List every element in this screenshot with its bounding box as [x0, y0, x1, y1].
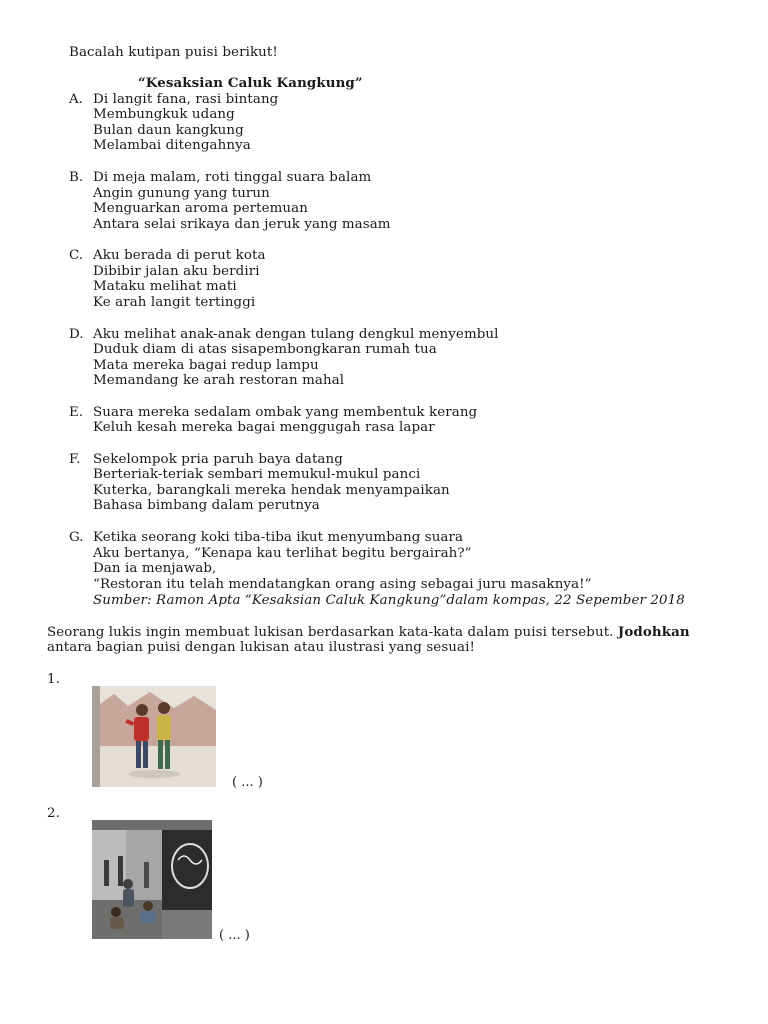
illustration-restaurant-children — [92, 820, 212, 939]
poem-line: Duduk diam di atas sisapembongkaran rumah tua — [93, 342, 437, 357]
poem-line: Dibibir jalan aku berdiri — [93, 264, 260, 279]
poem-line: Mataku melihat mati — [93, 279, 237, 294]
poem-line: Ketika seorang koki tiba-tiba ikut menyumbang suara — [93, 530, 464, 545]
stanza-marker: A. — [69, 92, 83, 107]
poem-line: Memandang ke arah restoran mahal — [93, 373, 345, 388]
poem-line: Ke arah langit tertinggi — [93, 295, 256, 310]
answer-slot-2[interactable]: ( ... ) — [219, 928, 250, 943]
poem-line: Melambai ditengahnya — [93, 138, 251, 153]
illustration-restaurant-children-svg — [92, 820, 212, 939]
stanza-marker: G. — [69, 530, 84, 545]
poem-line: Angin gunung yang turun — [93, 186, 270, 201]
question-line-2: antara bagian puisi dengan lukisan atau ilustrasi yang sesuai! — [47, 640, 475, 655]
instruction-text: Bacalah kutipan puisi berikut! — [69, 45, 278, 60]
poem-line: Menguarkan aroma pertemuan — [93, 201, 308, 216]
poem-line: Membungkuk udang — [93, 107, 235, 122]
stanza-marker: C. — [69, 248, 84, 263]
poem-line: Mata mereka bagai redup lampu — [93, 358, 319, 373]
poem-line: Antara selai srikaya dan jeruk yang masam — [93, 217, 391, 232]
question-line-1 — [47, 625, 690, 640]
question-keyword: Jodohkan — [617, 624, 690, 640]
illustration-two-men — [92, 686, 216, 787]
item-number: 1. — [47, 672, 60, 687]
poem-line: Aku bertanya, “Kenapa kau terlihat begitu bergairah?” — [93, 546, 472, 561]
item-number: 2. — [47, 806, 60, 821]
stanza-marker: F. — [69, 452, 81, 467]
poem-line: “Restoran itu telah mendatangkan orang asing sebagai juru masaknya!” — [93, 577, 592, 592]
illustration-two-men-svg — [92, 686, 216, 787]
poem-line: Di langit fana, rasi bintang — [93, 92, 279, 107]
question-text: Seorang lukis ingin membuat lukisan berdasarkan kata-kata dalam puisi tersebut. — [47, 625, 614, 640]
poem-line: Dan ia menjawab, — [93, 561, 217, 576]
poem-line: Bulan daun kangkung — [93, 123, 244, 138]
stanza-marker: B. — [69, 170, 84, 185]
stanza-marker: D. — [69, 327, 84, 342]
poem-line: Bahasa bimbang dalam perutnya — [93, 498, 320, 513]
poem-line: Kuterka, barangkali mereka hendak menyampaikan — [93, 483, 450, 498]
poem-line: Aku berada di perut kota — [93, 248, 266, 263]
poem-line: Aku melihat anak-anak dengan tulang dengkul menyembul — [93, 327, 499, 342]
source-citation: Sumber: Ramon Apta “Kesaksian Caluk Kangkung”dalam kompas, 22 Sepember 2018 — [93, 593, 685, 608]
stanza-marker: E. — [69, 405, 84, 420]
poem-line: Berteriak-teriak sembari memukul-mukul panci — [93, 467, 421, 482]
poem-title: “Kesaksian Caluk Kangkung” — [138, 75, 363, 91]
poem-line: Keluh kesah mereka bagai menggugah rasa lapar — [93, 420, 435, 435]
poem-line: Sekelompok pria paruh baya datang — [93, 452, 343, 467]
poem-line: Suara mereka sedalam ombak yang membentuk kerang — [93, 405, 478, 420]
poem-line: Di meja malam, roti tinggal suara balam — [93, 170, 372, 185]
answer-slot-1[interactable]: ( ... ) — [232, 775, 263, 790]
